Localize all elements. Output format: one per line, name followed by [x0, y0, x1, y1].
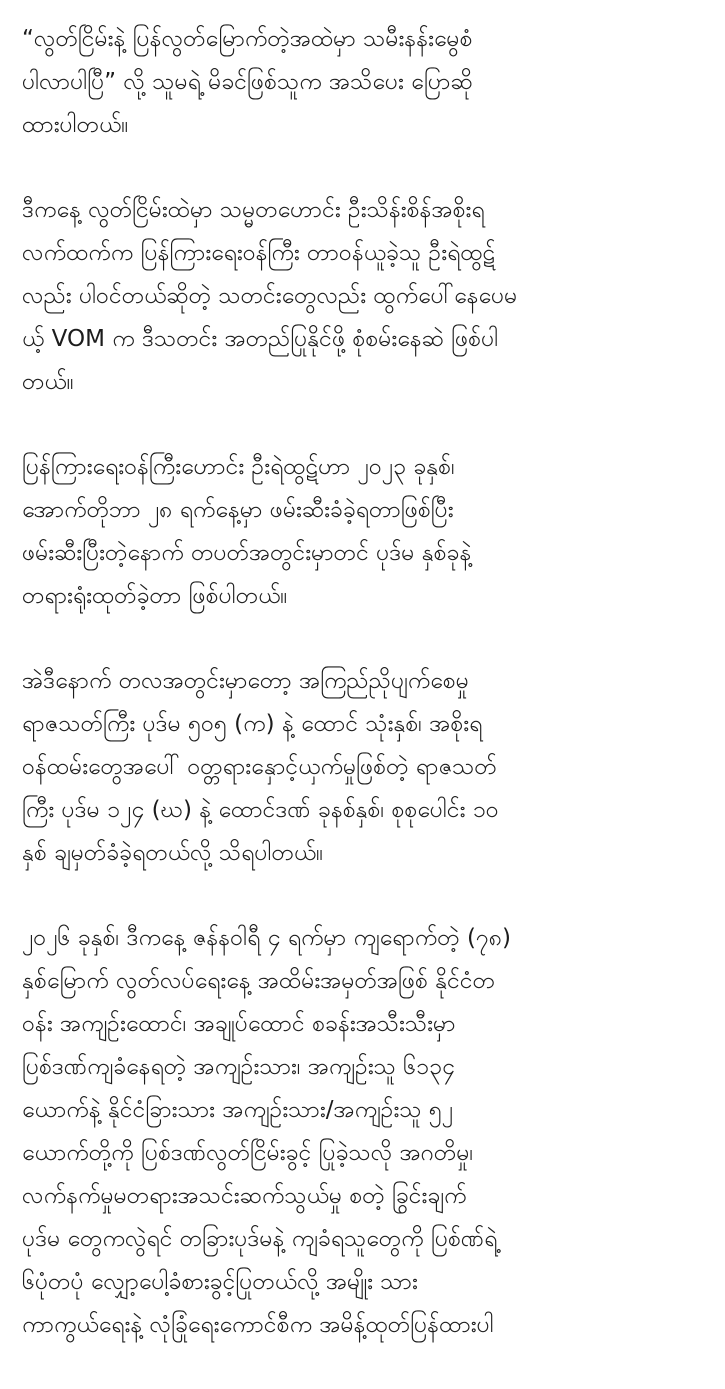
article-body [22, 18, 712, 1389]
text-line: လက်နက်မှုမတရားအသင်းဆက်သွယ်မှု စတဲ့ ခြွင်းချက် [22, 1183, 467, 1209]
text-line: ပြန်ကြားရေးဝန်ကြီးဟောင်း ဦးရဲထွဋ်ဟာ ၂၀၂၃ ခုနှစ်၊ [22, 454, 455, 480]
text-line: လက်ထက်က ပြန်ကြားရေးဝန်ကြီး တာဝန်ယူခဲ့သူ ဦးရဲထွဋ် [22, 240, 496, 266]
article-paragraph [22, 189, 712, 404]
text-line: အဲဒီနောက် တလအတွင်းမှာတော့ အကြည်ညိုပျက်စေမှု [22, 668, 469, 694]
text-line: လည်း ပါဝင်တယ်ဆိုတဲ့ သတင်းတွေလည်း ထွက်ပေါ်နေပေမ [22, 283, 518, 309]
article-paragraph [22, 917, 712, 1347]
article-paragraph [22, 18, 712, 147]
text-line: ၂၀၂၆ ခုနှစ်၊ ဒီကနေ့ ဇန်နဝါရီ ၄ ရက်မှာ ကျရောက်တဲ့ (၇၈) [22, 925, 511, 951]
text-line: ဝန်ထမ်းတွေအပေါ် ဝတ္တရားနှောင့်ယှက်မှုဖြစ်တဲ့ ရာဇသတ် [22, 754, 497, 780]
text-line: ဒီကနေ့ လွတ်ငြိမ်းထဲမှာ သမ္မတဟောင်း ဦးသိန်းစိန်အစိုးရ [22, 197, 485, 223]
text-line: ထားပါတယ်။ [22, 112, 129, 138]
text-line: ယောက်နဲ့ နိုင်ငံခြားသား အကျဉ်းသား/အကျဉ်းသူ ၅၂ [22, 1097, 454, 1123]
text-line: တယ်။ [22, 369, 74, 395]
text-line: ယ့် VOM က ဒီသတင်း အတည်ပြုနိုင်ဖို့ စုံစမ်းနေဆဲ ဖြစ်ပါ [22, 326, 499, 352]
article-paragraph [22, 446, 712, 618]
text-line: တရားရုံးထုတ်ခဲ့တာ ဖြစ်ပါတယ်။ [22, 583, 288, 609]
text-line: ကြီး ပုဒ်မ ၁၂၄ (ဃ) နဲ့ ထောင်ဒဏ် ခုနစ်နှစ်၊ စုစုပေါင်း ၁၀ [22, 797, 499, 823]
text-line: နှစ် ချမှတ်ခံခဲ့ရတယ်လို့ သိရပါတယ်။ [22, 840, 324, 866]
text-line: ပြစ်ဒဏ်ကျခံနေရတဲ့ အကျဉ်းသား၊ အကျဉ်းသူ ၆၁၃၄ [22, 1054, 455, 1080]
text-line: ပုဒ်မ တွေကလွဲရင် တခြားပုဒ်မနဲ့ ကျခံရသူတွေကို ပြစ်ဏ်ရဲ့ [22, 1226, 498, 1252]
text-line: “လွတ်ငြိမ်းနဲ့ ပြန်လွတ်မြောက်တဲ့အထဲမှာ သမီးနန်းမွေစံ [22, 26, 473, 52]
text-line: ကာကွယ်ရေးနဲ့ လုံခြုံရေးကောင်စီက အမိန့်ထုတ်ပြန်ထားပါ [22, 1312, 494, 1338]
text-line: အောက်တိုဘာ ၂၈ ရက်နေ့မှာ ဖမ်းဆီးခံခဲ့ရတာဖြစ်ပြီး [22, 497, 454, 523]
text-line: ဖမ်းဆီးပြီးတဲ့နောက် တပတ်အတွင်းမှာတင် ပုဒ်မ နှစ်ခုနဲ့ [22, 540, 472, 566]
text-line: ရာဇသတ်ကြီး ပုဒ်မ ၅၀၅ (က) နဲ့ ထောင် သုံးနှစ်၊ အစိုးရ [22, 711, 483, 737]
text-line: ဝန်း အကျဉ်းထောင်၊ အချုပ်ထောင် စခန်းအသီးသီးမှာ [22, 1011, 456, 1037]
article-paragraph [22, 660, 712, 875]
text-line: ပါလာပါပြီ” လို့ သူမရဲ့ မိခင်ဖြစ်သူက အသိပေး ပြောဆို [22, 69, 473, 95]
text-line: ယောက်တို့ကို ပြစ်ဒဏ်လွတ်ငြိမ်းခွင့် ပြုခဲ့သလို အဂတိမှု၊ [22, 1140, 474, 1166]
text-line: နှစ်မြောက် လွတ်လပ်ရေးနေ့ အထိမ်းအမှတ်အဖြစ် နိုင်ငံတ [22, 968, 496, 994]
text-line: ၆ပုံတပုံ လျှော့ပေါ့ခံစားခွင့်ပြုတယ်လို့ အမျိုး သား [22, 1269, 418, 1295]
